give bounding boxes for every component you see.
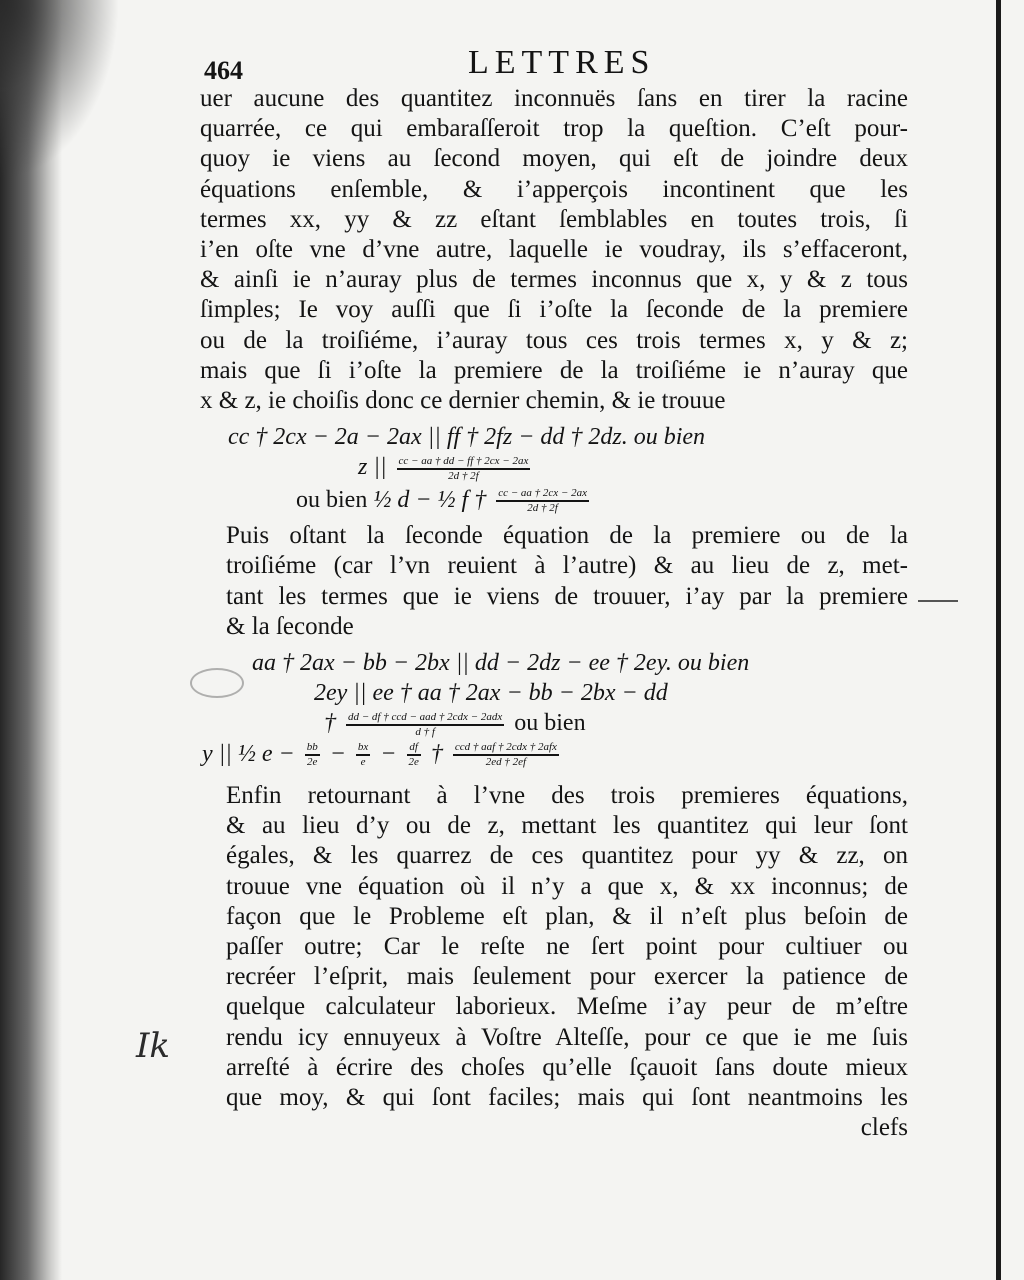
text-line: que moy, & qui ſont faciles; mais qui ſont neantmoins les <box>226 1084 908 1112</box>
formula-line: cc † 2cx − 2a − 2ax || ff † 2fz − dd † 2dz. ou bien <box>228 424 706 451</box>
text-line: arreſté à écrire des choſes qu’elle ſçauoit ſans doute mieux <box>226 1053 908 1081</box>
text-line: uer aucune des quantitez inconnuës ſans en tirer la racine <box>200 85 908 112</box>
text-line: tant les termes que ie viens de trouuer, i’ay par la premiere <box>226 582 908 610</box>
scan-shadow-corner <box>0 0 120 180</box>
fraction <box>346 711 504 739</box>
text-line: ſimples; Ie voy auſſi que ſi i’oſte la ſeconde de la premiere <box>200 296 908 324</box>
text-line: quelque calculateur laborieux. Meſme i’ay peur de m’eſtre <box>226 993 908 1021</box>
text-line: Enfin retournant à l’vne des trois premieres équations, <box>226 781 908 809</box>
fraction-denominator: 2e <box>307 755 318 768</box>
text-line: & la ſeconde <box>226 612 354 640</box>
fraction-numerator: cc − aa † 2cx − 2ax <box>496 487 589 502</box>
formula-lhs: z || <box>358 454 387 481</box>
formula-operator: − <box>329 740 346 767</box>
formula-line <box>324 708 908 738</box>
page-number: 464 <box>204 56 243 85</box>
paragraph-3 <box>200 781 908 1113</box>
fraction-numerator: ccd † aaf † 2cdx † 2afx <box>453 741 559 756</box>
running-title: LETTRES <box>468 44 656 81</box>
text-line: rendu icy ennuyeux à Voſtre Alteſſe, pour ce que ie me ſuis <box>226 1023 908 1051</box>
formula-block-1 <box>200 422 908 515</box>
fraction-denominator: 2e <box>408 755 419 768</box>
formula-lhs: y || ½ e − <box>202 740 295 767</box>
margin-annotation: Ik <box>136 1026 171 1066</box>
formula-operator: − <box>380 740 397 767</box>
formula-prefix: ou bien <box>296 486 368 513</box>
text-line: recréer l’eſprit, mais ſeulement pour exercer la patience de <box>226 963 908 991</box>
text-line: & au lieu d’y ou de z, mettant les quantitez qui leur ſont <box>226 812 908 840</box>
fraction-denominator: 2d † 2f <box>448 469 479 482</box>
page-header <box>200 40 908 84</box>
formula-operator: † <box>430 740 443 767</box>
fraction-numerator: cc − aa † dd − ff † 2cx − 2ax <box>397 455 531 470</box>
formula-block-2 <box>200 648 908 769</box>
text-line: x & z, ie choiſis donc ce dernier chemin, & ie trouue <box>200 387 726 415</box>
fraction <box>356 741 370 769</box>
formula-line: 2ey || ee † aa † 2ax − bb − 2bx − dd <box>314 680 668 707</box>
text-line: paſſer outre; Car le reſte ne ſert point pour cultiuer ou <box>226 933 908 960</box>
text-line: ou de la troiſiéme, i’auray tous ces trois termes x, y & z; <box>200 326 908 354</box>
catchword: clefs <box>860 1114 908 1142</box>
page-edge-line <box>996 0 1001 1280</box>
paragraph-2 <box>200 521 908 642</box>
text-line: troiſiéme (car l’vn reuient à l’autre) & au lieu de z, met- <box>226 552 908 580</box>
fraction <box>453 741 559 769</box>
fraction-denominator: e <box>360 755 366 768</box>
formula-suffix: ou bien <box>514 710 586 737</box>
formula-prefix: † <box>324 710 336 737</box>
fraction <box>407 741 421 769</box>
text-line: trouue vne équation où il n’y a que x, & xx inconnus; de <box>226 872 908 900</box>
text-line: Puis oſtant la ſeconde équation de la premiere ou de la <box>226 522 908 550</box>
text-line: égales, & les quarrez de ces quantitez pour yy & zz, on <box>226 842 908 870</box>
fraction-denominator: 2ed † 2ef <box>485 755 527 768</box>
formula-line <box>296 485 908 515</box>
fraction-denominator: 2d † 2f <box>527 502 558 515</box>
scan-shadow-left <box>0 0 62 1280</box>
text-line: quarrée, ce qui embaraſſeroit trop la queſtion. C’eſt pour- <box>200 115 908 143</box>
formula-line: aa † 2ax − bb − 2bx || dd − 2dz − ee † 2ey. ou bien <box>252 650 750 677</box>
fraction-numerator: dd − df † ccd − aad † 2cdx − 2adx <box>346 711 504 726</box>
fraction <box>305 741 320 769</box>
text-line: équations enſemble, & i’apperçois incontinent que les <box>200 175 908 203</box>
fraction-numerator: bb <box>305 741 320 756</box>
margin-stroke <box>918 600 958 602</box>
book-page <box>200 40 908 1143</box>
formula-expression: ½ d − ½ f † <box>373 486 487 513</box>
text-line: & ainſi ie n’auray plus de termes inconnus que x, y & z tous <box>200 266 908 294</box>
text-line: façon que le Probleme eſt plan, & il n’eſt plus beſoin de <box>226 902 908 930</box>
text-line: i’en oſte vne d’vne autre, laquelle ie voudray, ils s’effaceront, <box>200 236 908 264</box>
text-line: termes xx, yy & zz eſtant ſemblables en toutes trois, ſi <box>200 205 908 233</box>
fraction <box>397 455 531 483</box>
formula-line <box>202 739 908 769</box>
fraction-numerator: bx <box>356 741 370 756</box>
text-line: quoy ie viens au ſecond moyen, qui eſt de joindre deux <box>200 145 908 173</box>
catchword-line <box>200 1113 908 1143</box>
fraction-numerator: df <box>407 741 421 756</box>
text-line: mais que ſi i’oſte la premiere de la troiſiéme ie n’auray que <box>200 356 908 384</box>
paragraph-1 <box>200 84 908 416</box>
fraction <box>496 487 589 515</box>
fraction-denominator: d † f <box>415 725 435 738</box>
formula-line <box>358 452 908 482</box>
